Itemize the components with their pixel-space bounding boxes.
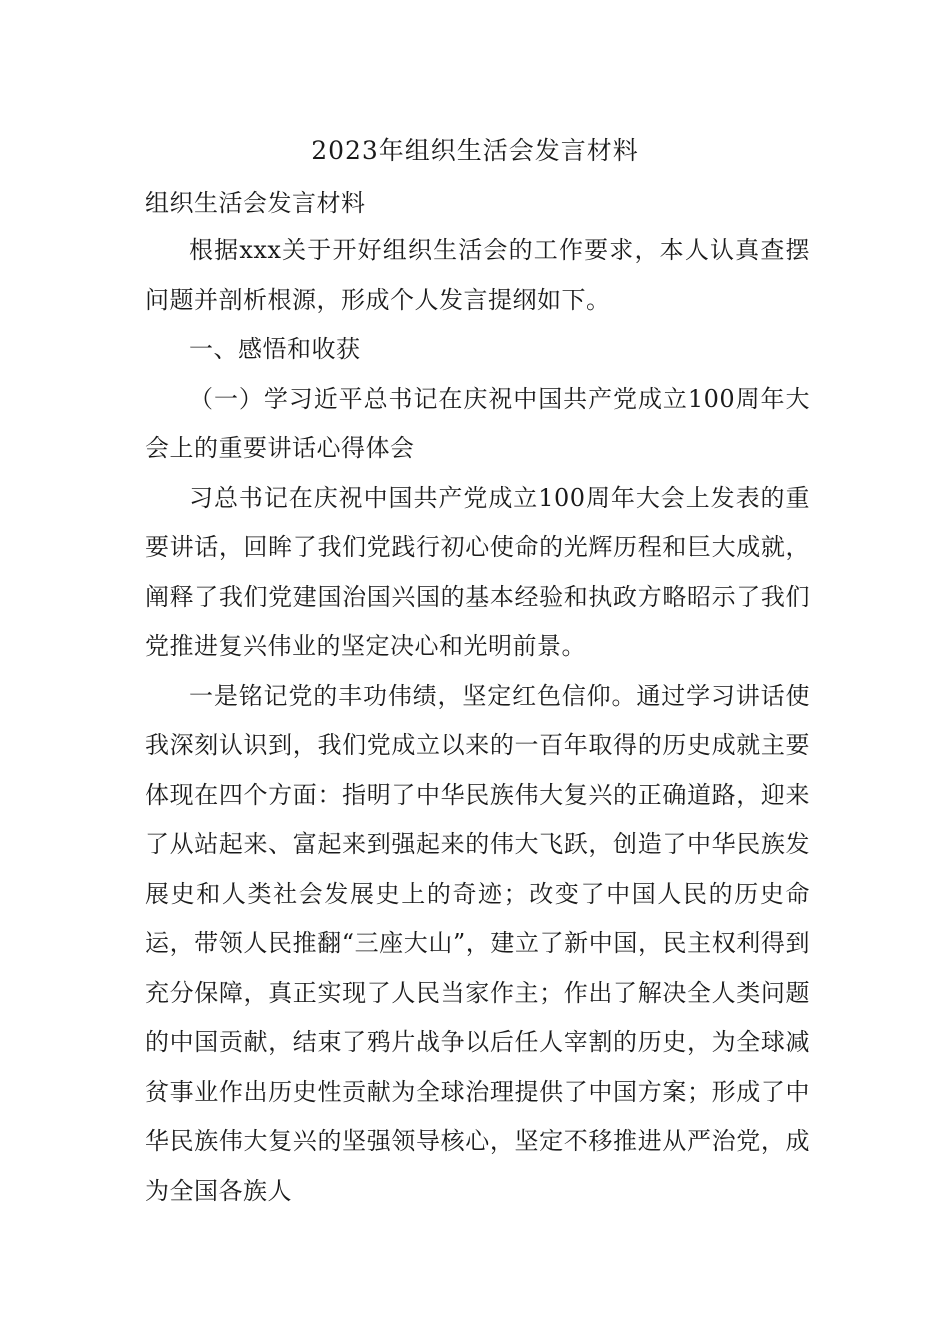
- paragraph-intro: 根据xxx关于开好组织生活会的工作要求，本人认真查摆问题并剖析根源，形成个人发言提纲如下。: [145, 236, 810, 314]
- subsection-heading: （一）学习近平总书记在庆祝中国共产党成立100周年大会上的重要讲话心得体会: [145, 384, 810, 462]
- section-heading: 一、感悟和收获: [189, 335, 361, 363]
- document-title: 2023年组织生活会发言材料: [311, 136, 639, 165]
- paragraph-speech-summary: 习总书记在庆祝中国共产党成立100周年大会上发表的重要讲话，回眸了我们党践行初心使命的光辉历程和巨大成就，阐释了我们党建国治国兴国的基本经验和执政方略昭示了我们党推进复兴伟业的坚定决心和光明前景。: [145, 483, 810, 660]
- document-body: [145, 226, 810, 1216]
- document-subtitle: 组织生活会发言材料: [145, 189, 366, 217]
- paragraph-point-one: 一是铭记党的丰功伟绩，坚定红色信仰。通过学习讲话使我深刻认识到，我们党成立以来的一百年取得的历史成就主要体现在四个方面：指明了中华民族伟大复兴的正确道路，迎来了从站起来、富起来到强起来的伟大飞跃，创造了中华民族发展史和人类社会发展史上的奇迹；改变了中国人民的历史命运，带领人民推翻“三座大山”，建立了新中国，民主权利得到充分保障，真正实现了人民当家作主；作出了解决全人类问题的中国贡献，结束了鸦片战争以后任人宰割的历史，为全球减贫事业作出历史性贡献为全球治理提供了中国方案；形成了中华民族伟大复兴的坚强领导核心，坚定不移推进从严治党，成为全国各族人: [145, 681, 810, 1205]
